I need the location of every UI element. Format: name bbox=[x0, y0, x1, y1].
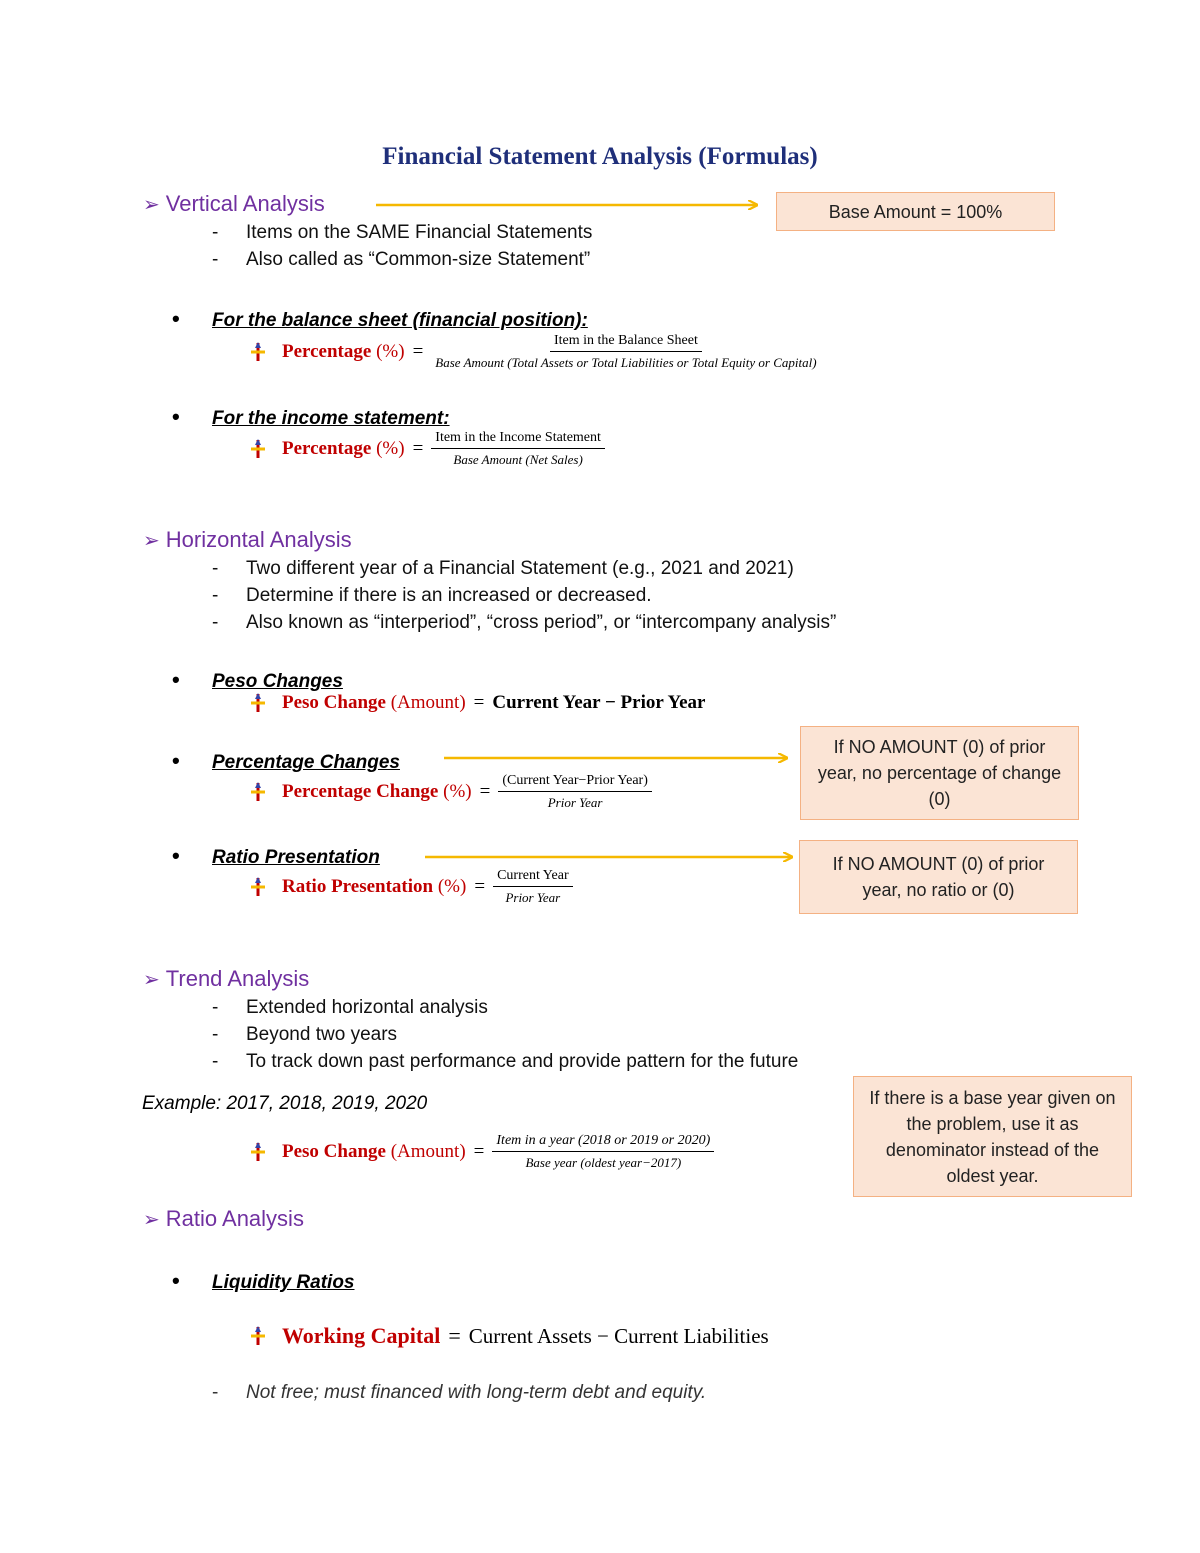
section-horizontal-analysis: ➢ Horizontal Analysis bbox=[143, 527, 352, 552]
formula-trend-peso-change: Peso Change (Amount) = $\frac{\text{Item in a year (2018 or 2019 or 2020)}}{\text{Base year (oldest year−2017)}}$ bbox=[248, 1133, 714, 1171]
base-year-note: If there is a base year given on the problem, use it as denominator instead of the oldest year. bbox=[853, 1076, 1132, 1197]
pushpin-icon bbox=[248, 1141, 268, 1163]
list-item: - Determine if there is an increased or decreased. bbox=[212, 585, 652, 606]
pushpin-icon bbox=[248, 692, 268, 714]
list-item: - Also known as “interperiod”, “cross period”, or “intercompany analysis” bbox=[212, 612, 837, 633]
section-ratio-analysis: ➢ Ratio Analysis bbox=[143, 1206, 304, 1231]
list-item: - Not free; must financed with long-term debt and equity. bbox=[212, 1382, 707, 1403]
bullet-percentage-changes: • Percentage Changes bbox=[172, 748, 400, 773]
formula-working-capital: Working Capital = Current Assets − Current Liabilities bbox=[248, 1323, 769, 1349]
base-amount-note: Base Amount = 100% bbox=[776, 192, 1055, 231]
pushpin-icon bbox=[248, 438, 268, 460]
pushpin-icon bbox=[248, 781, 268, 803]
formula-percentage-change: Percentage Change (%) = $\frac{\text{(Current Year−Prior Year)}}{\text{Prior Year}}$ bbox=[248, 773, 652, 811]
section-trend-analysis: ➢ Trend Analysis bbox=[143, 966, 310, 991]
bullet-ratio-presentation: • Ratio Presentation bbox=[172, 843, 380, 868]
trend-example: Example: 2017, 2018, 2019, 2020 bbox=[142, 1093, 428, 1114]
bullet-income-statement: • For the income statement: bbox=[172, 404, 450, 429]
pushpin-icon bbox=[248, 1325, 268, 1347]
formula-peso-change: Peso Change (Amount) = Current Year − Prior Year bbox=[248, 692, 705, 714]
list-item: - Extended horizontal analysis bbox=[212, 997, 488, 1018]
arrowhead-icon: ➢ bbox=[143, 194, 160, 216]
pushpin-icon bbox=[248, 341, 268, 363]
bullet-peso-changes: • Peso Changes bbox=[172, 667, 343, 692]
ratio-presentation-note: If NO AMOUNT (0) of prior year, no ratio or (0) bbox=[799, 840, 1078, 914]
arrowhead-icon: ➢ bbox=[143, 1209, 160, 1231]
formula-income-statement: Percentage (%) = $\frac{\text{Item in the Income Statement}}{\text{Base Amount (Net Sales)}}$ bbox=[248, 430, 605, 468]
page-title: Financial Statement Analysis (Formulas) bbox=[382, 143, 818, 170]
arrowhead-icon: ➢ bbox=[143, 969, 160, 991]
list-item: - Also called as “Common-size Statement” bbox=[212, 249, 591, 270]
formula-ratio-presentation: Ratio Presentation (%) = $\frac{\text{Current Year}}{\text{Prior Year}}$ bbox=[248, 868, 573, 906]
list-item: - To track down past performance and provide pattern for the future bbox=[212, 1051, 799, 1072]
bullet-balance-sheet: • For the balance sheet (financial position): bbox=[172, 306, 588, 331]
section-vertical-analysis: ➢ Vertical Analysis bbox=[143, 191, 325, 216]
arrowhead-icon: ➢ bbox=[143, 530, 160, 552]
list-item: - Beyond two years bbox=[212, 1024, 398, 1045]
pushpin-icon bbox=[248, 876, 268, 898]
bullet-liquidity-ratios: • Liquidity Ratios bbox=[172, 1268, 355, 1293]
formula-balance-sheet: Percentage (%) = Item in the Balance Sheet Base Amount (Total Assets or Total Liabilities or Total Equity or Capital) bbox=[248, 333, 821, 371]
list-item: - Two different year of a Financial Statement (e.g., 2021 and 2021) bbox=[212, 558, 794, 579]
percentage-change-note: If NO AMOUNT (0) of prior year, no percentage of change (0) bbox=[800, 726, 1079, 820]
list-item: - Items on the SAME Financial Statements bbox=[212, 222, 593, 243]
